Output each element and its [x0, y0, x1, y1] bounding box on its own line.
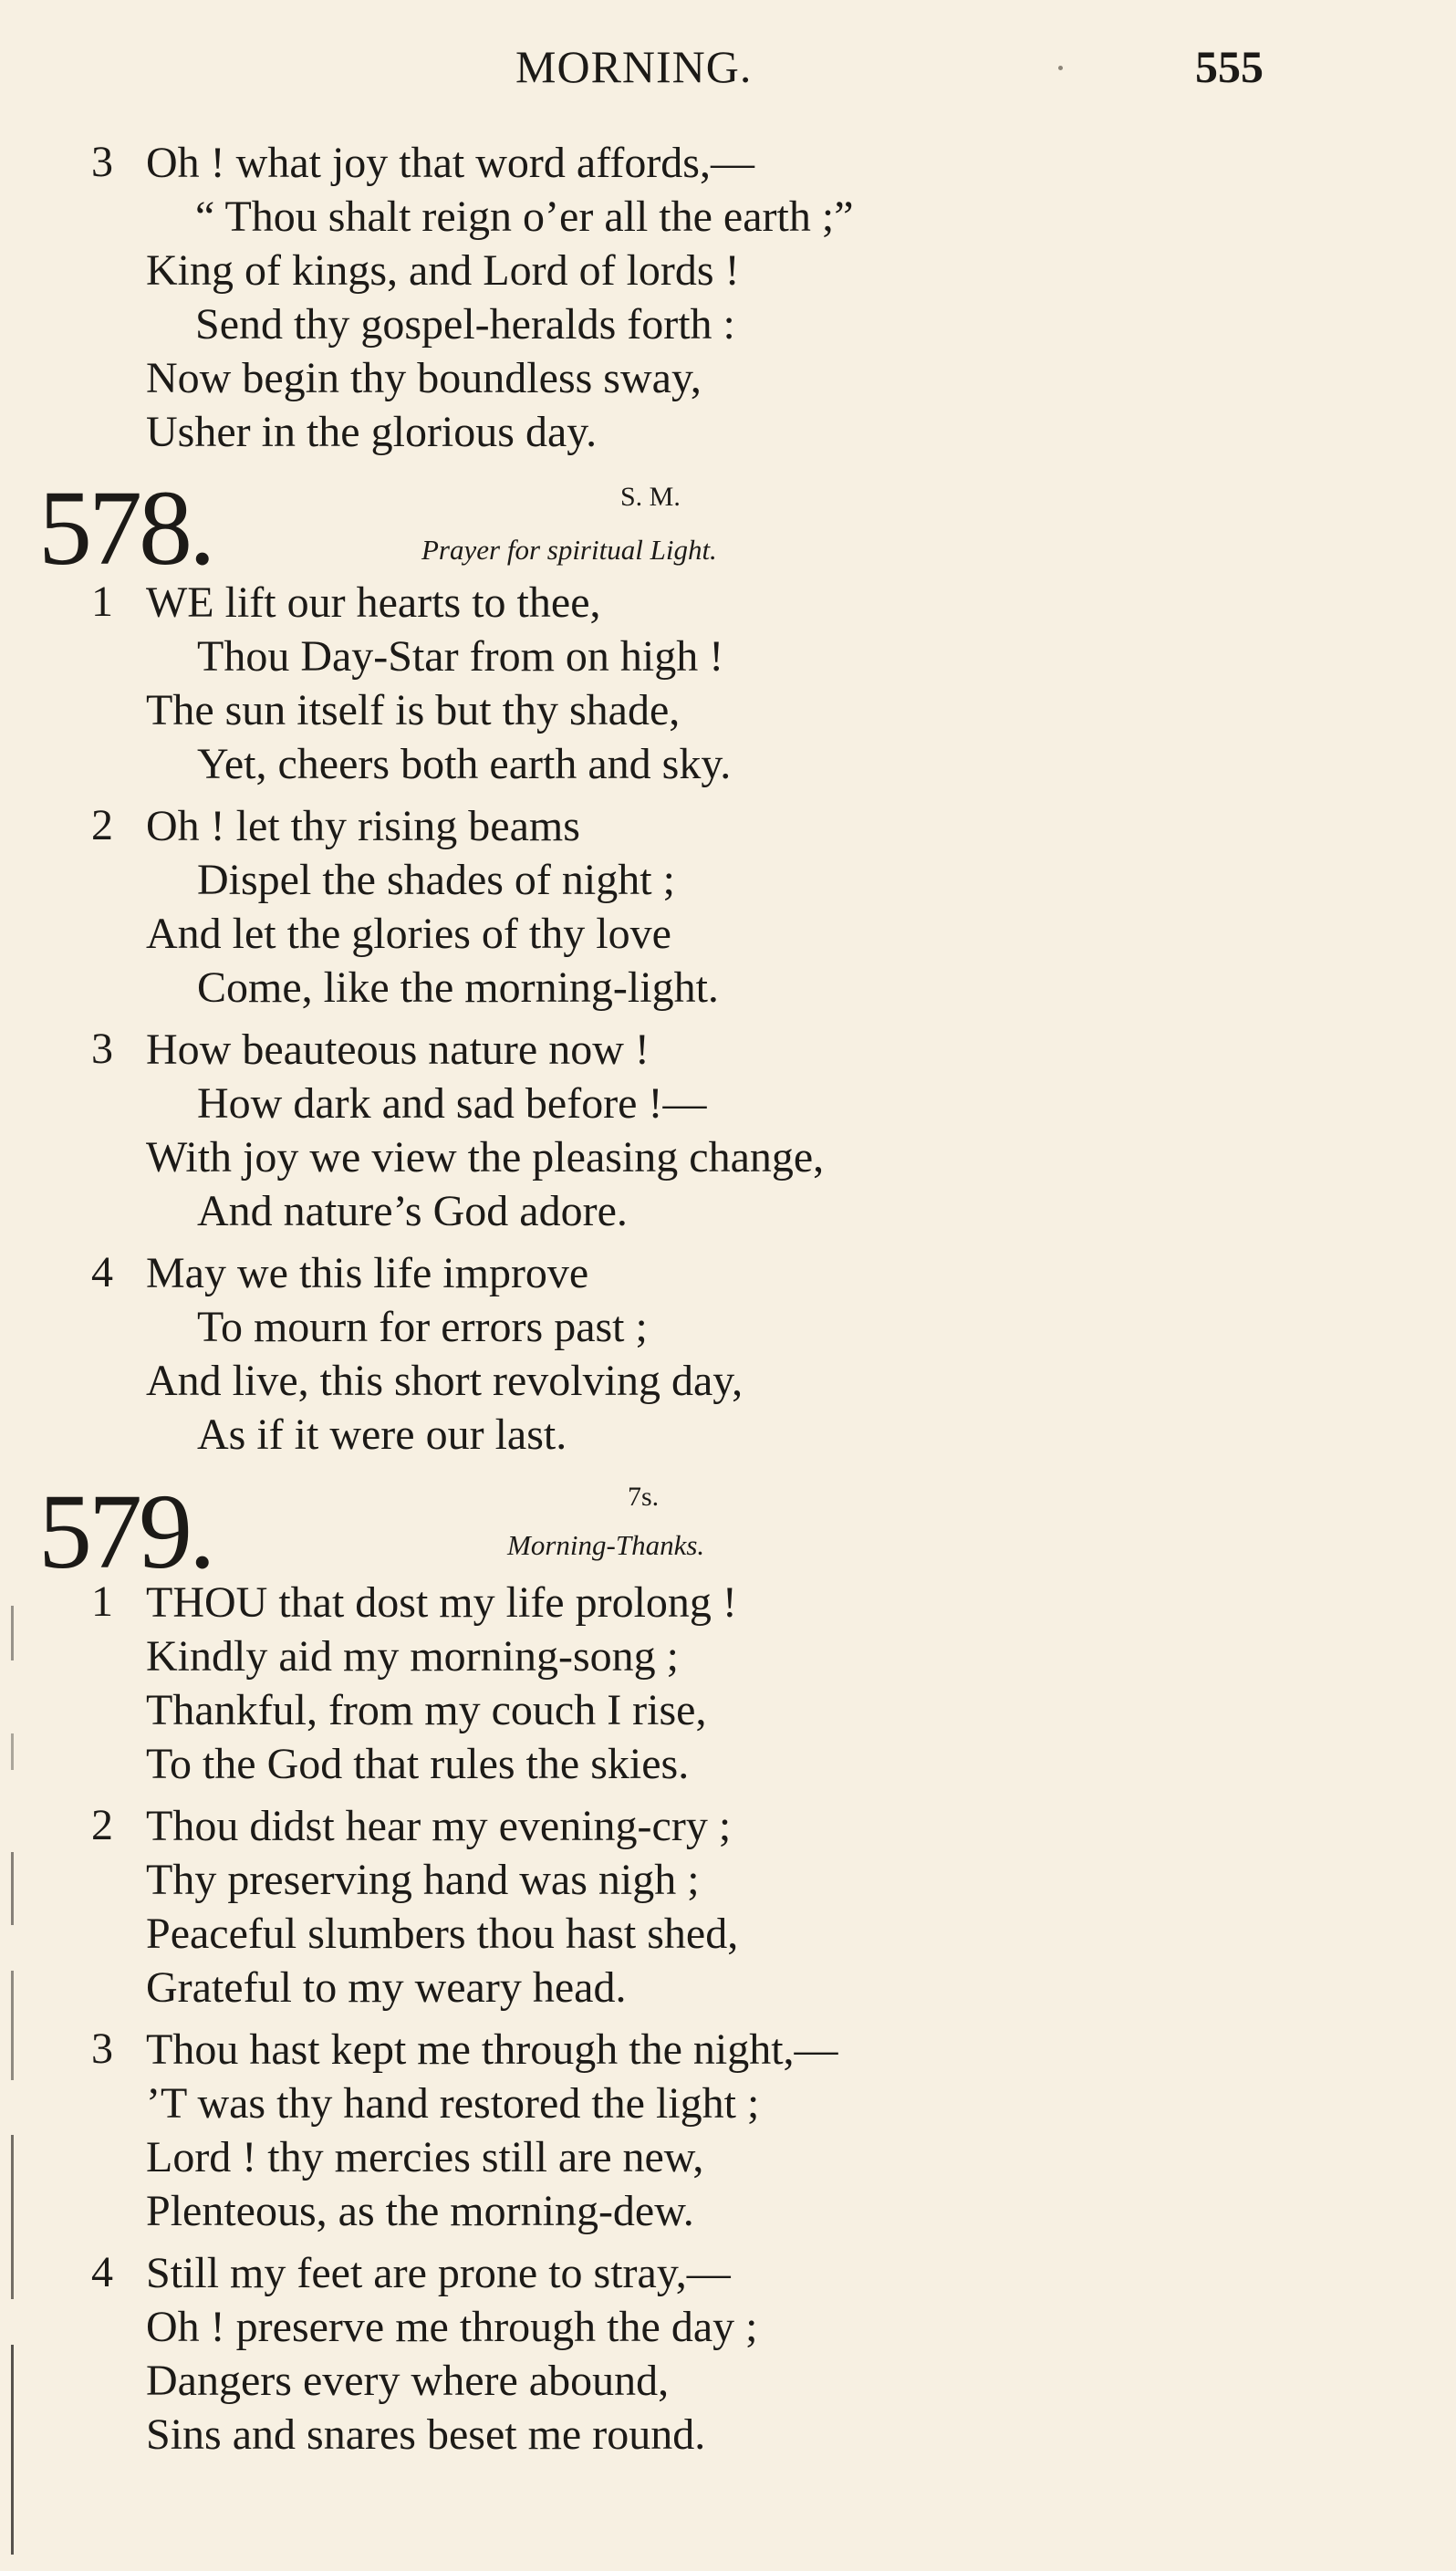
verse-line: “ Thou shalt reign o’er all the earth ;”: [195, 193, 854, 241]
verse-line: Thou didst hear my evening-cry ;: [146, 1802, 732, 1850]
verse-line: How beauteous nature now !: [146, 1025, 650, 1074]
verse-number: 1: [91, 1577, 113, 1626]
verse-line: Dispel the shades of night ;: [197, 856, 675, 904]
verse-line: And let the glories of thy love: [146, 910, 671, 958]
binding-edge-marks: [11, 1587, 20, 2564]
verse-line: To mourn for errors past ;: [197, 1303, 648, 1351]
verse-line: To the God that rules the skies.: [146, 1740, 690, 1788]
verse-line: King of kings, and Lord of lords !: [146, 246, 740, 295]
verse-line: Now begin thy boundless sway,: [146, 354, 702, 402]
verse-line: With joy we view the pleasing change,: [146, 1133, 825, 1181]
verse-number: 4: [91, 2248, 113, 2296]
verse-line: Oh ! let thy rising beams: [146, 802, 580, 850]
verse-line: Thou Day-Star from on high !: [197, 632, 724, 681]
verse-line: And nature’s God adore.: [197, 1187, 628, 1235]
verse-number: 2: [91, 801, 113, 849]
verse-line: As if it were our last.: [197, 1410, 567, 1459]
verse-line: Come, like the morning-light.: [197, 963, 719, 1012]
verse-line: Usher in the glorious day.: [146, 408, 598, 456]
verse-line: Still my feet are prone to stray,—: [146, 2249, 731, 2297]
verse-line: Peaceful slumbers thou hast shed,: [146, 1910, 739, 1958]
running-head: MORNING.: [515, 41, 753, 92]
verse-number: 3: [91, 1025, 113, 1073]
verse-line: WE lift our hearts to thee,: [146, 578, 601, 627]
verse-line: Lord ! thy mercies still are new,: [146, 2133, 704, 2181]
verse-line: Plenteous, as the morning-dew.: [146, 2187, 694, 2235]
verse-line: Thankful, from my couch I rise,: [146, 1686, 707, 1734]
verse-number: 1: [91, 578, 113, 626]
verse-number: 3: [91, 2025, 113, 2073]
page-number: 555: [1195, 41, 1264, 92]
verse-line: Thou hast kept me through the night,—: [146, 2025, 838, 2074]
page-header: [0, 40, 1456, 104]
hymn-title: Prayer for spiritual Light.: [421, 534, 717, 566]
verse-line: Send thy gospel-heralds forth :: [195, 300, 735, 349]
verse-line: May we this life improve: [146, 1249, 589, 1297]
hymn-title: Morning-Thanks.: [507, 1529, 705, 1561]
verse-line: Oh ! what joy that word affords,—: [146, 139, 754, 187]
verse-line: THOU that dost my life prolong !: [146, 1578, 737, 1627]
verse-line: And live, this short revolving day,: [146, 1357, 744, 1405]
verse-line: ’T was thy hand restored the light ;: [146, 2079, 760, 2128]
verse-line: Thy preserving hand was nigh ;: [146, 1856, 700, 1904]
verse-line: Sins and snares beset me round.: [146, 2410, 706, 2459]
verse-line: Oh ! preserve me through the day ;: [146, 2303, 758, 2351]
printer-dot: [1058, 66, 1063, 70]
verse-line: How dark and sad before !—: [197, 1079, 707, 1128]
verse-number: 3: [91, 138, 113, 186]
hymn-meter: 7s.: [628, 1482, 660, 1512]
verse-line: Kindly aid my morning-song ;: [146, 1632, 679, 1681]
verse-line: Grateful to my weary head.: [146, 1963, 627, 2012]
hymn-number: 579.: [38, 1472, 213, 1591]
verse-line: Dangers every where abound,: [146, 2357, 670, 2405]
hymn-meter: S. M.: [620, 482, 681, 512]
verse-line: Yet, cheers both earth and sky.: [197, 740, 732, 788]
verse-number: 2: [91, 1801, 113, 1849]
hymn-number: 578.: [38, 468, 213, 588]
verse-line: The sun itself is but thy shade,: [146, 686, 681, 734]
verse-number: 4: [91, 1248, 113, 1296]
